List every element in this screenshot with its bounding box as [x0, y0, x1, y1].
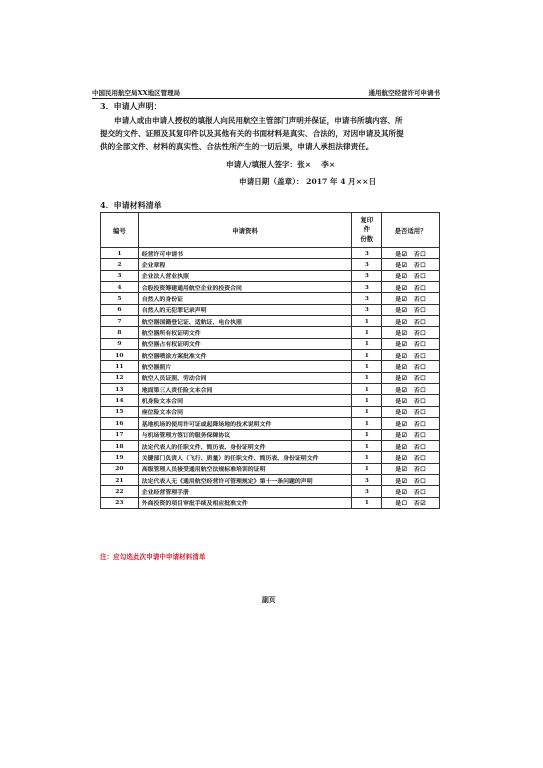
header-applicable: 是否适用？ [382, 213, 440, 248]
row-material: 外商投资的项目审批手续及相应批准文件 [138, 497, 352, 508]
table-row [101, 304, 440, 315]
row-applicable-checkboxes[interactable]: 是☑ 否☐ [382, 429, 440, 440]
row-copies: 1 [352, 418, 382, 429]
row-copies: 3 [352, 293, 382, 304]
row-number: 12 [101, 372, 139, 383]
row-material: 法定代表人无《通用航空经营许可管理规定》第十一条问题的声明 [138, 474, 352, 485]
row-number: 2 [101, 259, 139, 270]
row-material: 合股投资筹建通用航空企业的投资合同 [138, 282, 352, 293]
row-material: 经营许可申请书 [138, 248, 352, 259]
declaration-line-3: 供的全部文件、材料的真实性、合法性所产生的一切后果，申请人承担法律责任。 [100, 142, 374, 151]
row-material: 企业经营管理手册 [138, 486, 352, 497]
row-copies: 1 [352, 350, 382, 361]
row-copies: 3 [352, 304, 382, 315]
row-applicable-checkboxes[interactable]: 是☑ 否☐ [382, 270, 440, 281]
row-number: 23 [101, 497, 139, 508]
table-row [101, 350, 440, 361]
row-applicable-checkboxes[interactable]: 是☑ 否☐ [382, 372, 440, 383]
row-number: 5 [101, 293, 139, 304]
header-copies [352, 213, 382, 248]
row-material: 航空器喷涂方案批准文件 [138, 350, 352, 361]
row-material: 法定代表人的任职文件、简历表、身份证明文件 [138, 440, 352, 451]
row-copies: 1 [352, 327, 382, 338]
date-line: 申请日期（盖章）： 2017 年 4 月××日 [239, 177, 377, 186]
table-row [101, 372, 440, 383]
row-copies: 1 [352, 384, 382, 395]
row-copies: 3 [352, 248, 382, 259]
row-applicable-checkboxes[interactable]: 是☑ 否☐ [382, 282, 440, 293]
row-applicable-checkboxes[interactable]: 是☑ 否☐ [382, 452, 440, 463]
table-row [101, 418, 440, 429]
row-applicable-checkboxes[interactable]: 是☑ 否☐ [382, 316, 440, 327]
row-number: 1 [101, 248, 139, 259]
row-number: 22 [101, 486, 139, 497]
row-applicable-checkboxes[interactable]: 是☑ 否☐ [382, 338, 440, 349]
page-header [92, 86, 440, 99]
table-row [101, 259, 440, 270]
table-row [101, 497, 440, 508]
table-row [101, 282, 440, 293]
table-row [101, 384, 440, 395]
table-row [101, 406, 440, 417]
row-material: 自然人的无犯罪记录声明 [138, 304, 352, 315]
row-copies: 1 [352, 452, 382, 463]
row-copies: 1 [352, 316, 382, 327]
row-number: 8 [101, 327, 139, 338]
row-material: 企业章程 [138, 259, 352, 270]
row-copies: 1 [352, 429, 382, 440]
signer-line: 申请人/填报人签字：张× 李× [226, 160, 336, 169]
row-copies: 1 [352, 361, 382, 372]
row-copies: 1 [352, 338, 382, 349]
row-applicable-checkboxes[interactable]: 是☑ 否☐ [382, 293, 440, 304]
row-number: 3 [101, 270, 139, 281]
row-applicable-checkboxes[interactable]: 是☑ 否☐ [382, 361, 440, 372]
row-copies: 1 [352, 395, 382, 406]
declaration-title: 3．申请人声明： [100, 101, 162, 111]
row-material: 航空人员证照、劳动合同 [138, 372, 352, 383]
row-number: 20 [101, 463, 139, 474]
row-material: 关键部门负责人（飞行、质量）的任职文件、简历表、身份证明文件 [138, 452, 352, 463]
row-material: 自然人的身份证 [138, 293, 352, 304]
row-applicable-checkboxes[interactable]: 是☐ 否☑ [382, 497, 440, 508]
row-copies: 3 [352, 282, 382, 293]
table-row [101, 452, 440, 463]
row-material: 与机场管理方签订的服务保障协议 [138, 429, 352, 440]
row-number: 14 [101, 395, 139, 406]
row-number: 19 [101, 452, 139, 463]
table-row [101, 486, 440, 497]
row-applicable-checkboxes[interactable]: 是☑ 否☐ [382, 463, 440, 474]
declaration-line-2: 提交的文件、证照及其复印件以及其他有关的书面材料是真实、合法的，对因申请及其所提 [100, 129, 404, 138]
row-copies: 3 [352, 474, 382, 485]
row-applicable-checkboxes[interactable]: 是☑ 否☐ [382, 406, 440, 417]
header-left: 中国民用航空局XX地区管理局 [92, 89, 181, 97]
row-material: 企业法人营业执照 [138, 270, 352, 281]
table-row [101, 316, 440, 327]
row-applicable-checkboxes[interactable]: 是☑ 否☐ [382, 259, 440, 270]
row-applicable-checkboxes[interactable]: 是☑ 否☐ [382, 486, 440, 497]
row-number: 7 [101, 316, 139, 327]
table-row [101, 327, 440, 338]
table-row [101, 248, 440, 259]
row-applicable-checkboxes[interactable]: 是☑ 否☐ [382, 474, 440, 485]
checklist-note: 注：应勾选此次申请中申请材料清单 [100, 553, 206, 561]
header-right: 通用航空经营许可申请书 [368, 89, 440, 97]
table-row [101, 293, 440, 304]
row-number: 18 [101, 440, 139, 451]
materials-table [100, 212, 440, 509]
row-applicable-checkboxes[interactable]: 是☑ 否☐ [382, 304, 440, 315]
table-row [101, 440, 440, 451]
row-copies: 1 [352, 372, 382, 383]
header-copies-line: 复印 [360, 215, 374, 224]
row-material: 机身险文本合同 [138, 395, 352, 406]
row-number: 17 [101, 429, 139, 440]
row-material: 高级管理人员接受通用航空法规标准培训的证明 [138, 463, 352, 474]
row-copies: 1 [352, 463, 382, 474]
row-number: 4 [101, 282, 139, 293]
row-applicable-checkboxes[interactable]: 是☑ 否☐ [382, 418, 440, 429]
row-applicable-checkboxes[interactable]: 是☑ 否☐ [382, 395, 440, 406]
row-applicable-checkboxes[interactable]: 是☑ 否☐ [382, 384, 440, 395]
table-row [101, 395, 440, 406]
row-copies: 3 [352, 486, 382, 497]
row-material: 航空器照片 [138, 361, 352, 372]
row-number: 11 [101, 361, 139, 372]
row-copies: 1 [352, 497, 382, 508]
row-applicable-checkboxes[interactable]: 是☑ 否☐ [382, 327, 440, 338]
row-material: 基地机场的使用许可证或起降场地的技术说明文件 [138, 418, 352, 429]
row-number: 6 [101, 304, 139, 315]
header-no: 编号 [101, 213, 139, 248]
row-number: 15 [101, 406, 139, 417]
row-material: 航空器所有权证明文件 [138, 327, 352, 338]
row-applicable-checkboxes[interactable]: 是☑ 否☐ [382, 350, 440, 361]
row-number: 10 [101, 350, 139, 361]
header-copies-line: 件 [363, 225, 370, 234]
row-copies: 1 [352, 440, 382, 451]
row-material: 航空器国籍登记证、适航证、电台执照 [138, 316, 352, 327]
row-number: 16 [101, 418, 139, 429]
header-copies-line: 份数 [360, 234, 374, 243]
declaration-line-1: 申请人或由申请人授权的填报人向民用航空主管部门声明并保证，申请书所填内容、所 [114, 116, 403, 125]
table-row [101, 463, 440, 474]
table-row [101, 429, 440, 440]
table-row [101, 338, 440, 349]
row-number: 21 [101, 474, 139, 485]
row-number: 9 [101, 338, 139, 349]
row-copies: 3 [352, 259, 382, 270]
row-copies: 3 [352, 270, 382, 281]
row-material: 地面第三人责任险文本合同 [138, 384, 352, 395]
row-applicable-checkboxes[interactable]: 是☑ 否☐ [382, 440, 440, 451]
row-applicable-checkboxes[interactable]: 是☑ 否☐ [382, 248, 440, 259]
page-number: 副页 [262, 596, 276, 604]
table-row [101, 361, 440, 372]
row-number: 13 [101, 384, 139, 395]
row-material: 座位险文本合同 [138, 406, 352, 417]
row-copies: 1 [352, 406, 382, 417]
table-header-row [101, 213, 440, 248]
header-material: 申请资料 [138, 213, 352, 248]
table-row [101, 474, 440, 485]
table-row [101, 270, 440, 281]
checklist-title: 4．申请材料清单 [100, 200, 162, 210]
row-material: 航空器占有权证明文件 [138, 338, 352, 349]
